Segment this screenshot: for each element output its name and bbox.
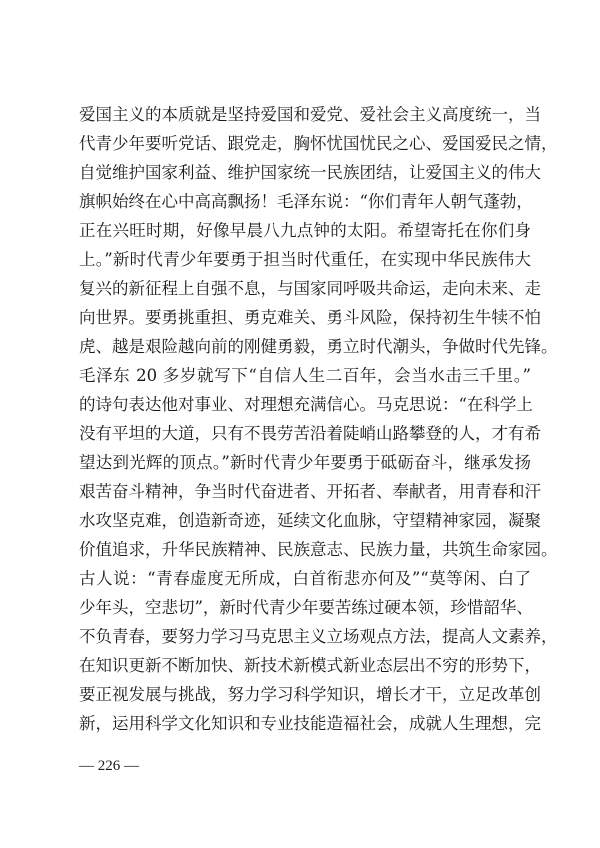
text-line: 古人说：“青春虚度无所成，白首衔悲亦何及”“莫等闲、白了: [79, 569, 531, 588]
text-line: 在知识更新不断加快、新技术新模式新业态层出不穷的形势下，: [79, 656, 541, 675]
page-number: — 226 —: [79, 758, 139, 774]
text-line: 自觉维护国家利益、维护国家统一民族团结，让爱国主义的伟大: [79, 163, 541, 182]
text-line: 毛泽东 20 多岁就写下“自信人生二百年，会当水击三千里。”: [79, 366, 531, 385]
text-line: 爱国主义的本质就是坚持爱国和爱党、爱社会主义高度统一，当: [79, 105, 541, 124]
text-line: 的诗句表达他对事业、对理想充满信心。马克思说：“在科学上: [79, 395, 533, 414]
text-line: 上。”新时代青少年要勇于担当时代重任，在实现中华民族伟大: [79, 250, 531, 269]
text-line: 旗帜始终在心中高高飘扬！毛泽东说：“你们青年人朝气蓬勃，: [79, 192, 533, 211]
text-line: 复兴的新征程上自强不息，与国家同呼吸共命运，走向未来、走: [79, 279, 541, 298]
text-line: 代青少年要听党话、跟党走，胸怀忧国忧民之心、爱国爱民之情，: [79, 134, 558, 153]
text-line: 要正视发展与挑战，努力学习科学知识，增长才干，立足改革创: [79, 685, 541, 704]
text-line: 虎、越是艰险越向前的刚健勇毅，勇立时代潮头，争做时代先锋。: [79, 337, 558, 356]
text-line: 价值追求，升华民族精神、民族意志、民族力量，共筑生命家园。: [79, 540, 558, 559]
body-text: [79, 100, 558, 738]
text-line: 没有平坦的大道，只有不畏劳苦沿着陡峭山路攀登的人，才有希: [79, 424, 541, 443]
text-line: 向世界。要勇挑重担、勇克难关、勇斗风险，保持初生牛犊不怕: [79, 308, 541, 327]
text-line: 正在兴旺时期，好像早晨八九点钟的太阳。希望寄托在你们身: [79, 221, 531, 240]
text-line: 少年头，空悲切”，新时代青少年要苦练过硬本领，珍惜韶华、: [79, 598, 533, 617]
text-line: 艰苦奋斗精神，争当时代奋进者、开拓者、奉献者，用青春和汗: [79, 482, 541, 501]
text-line: 望达到光辉的顶点。”新时代青少年要勇于砥砺奋斗，继承发扬: [79, 453, 531, 472]
text-line: 新，运用科学文化知识和专业技能造福社会，成就人生理想，完: [79, 714, 541, 733]
text-line: 水攻坚克难，创造新奇迹，延续文化血脉，守望精神家园，凝聚: [79, 511, 541, 530]
text-line: 不负青春，要努力学习马克思主义立场观点方法，提高人文素养，: [79, 627, 558, 646]
